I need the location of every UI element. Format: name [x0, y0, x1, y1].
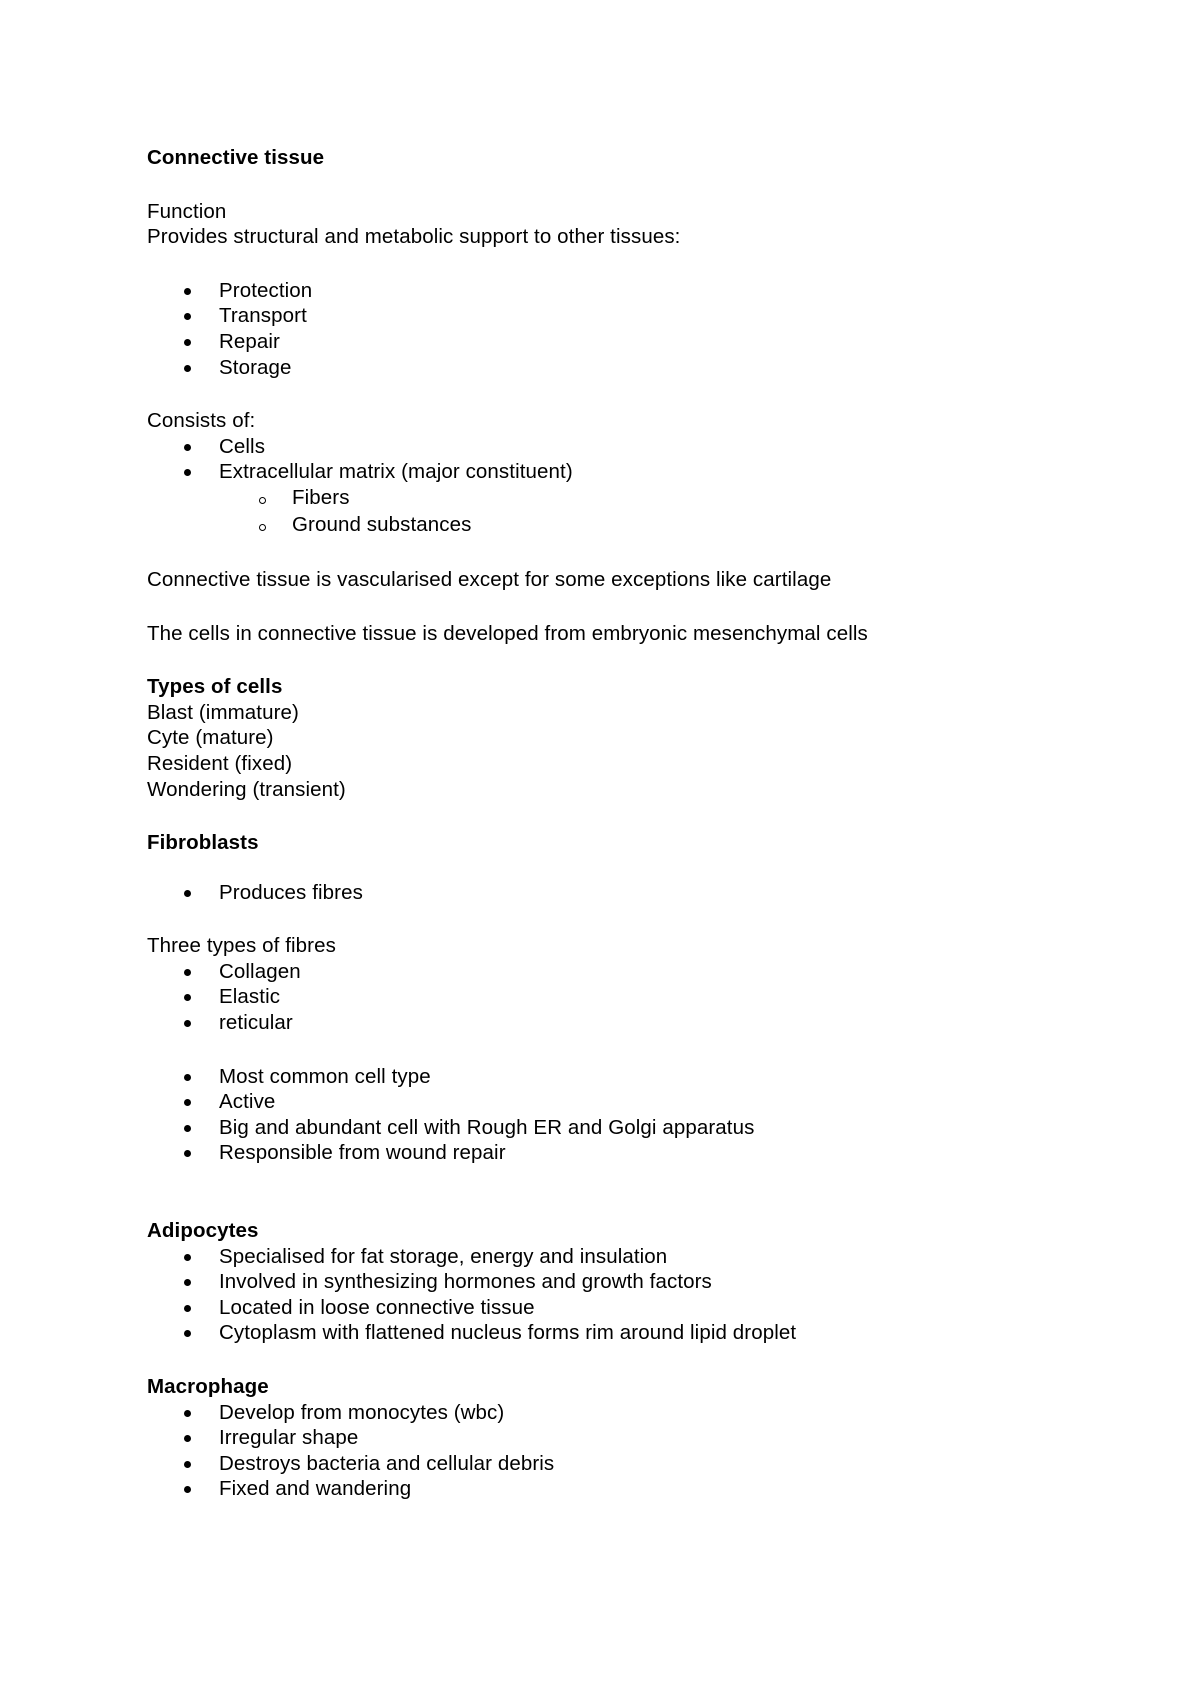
document-title: Connective tissue [147, 146, 325, 169]
bullet-icon [184, 469, 191, 476]
bullet-icon [184, 1461, 191, 1468]
bullet-icon [184, 444, 191, 451]
text-line: Cyte (mature) [147, 726, 274, 750]
list-item: Irregular shape [147, 1425, 1107, 1451]
list-item: Protection [147, 278, 1107, 304]
bullet-icon [184, 1435, 191, 1442]
list-item: Responsible from wound repair [147, 1140, 1107, 1166]
paragraph-vascularisation: Connective tissue is vascularised except for some exceptions like cartilage [147, 567, 832, 591]
sub-list-item: Ground substances [147, 512, 1107, 539]
fibre-types-label: Three types of fibres [147, 934, 336, 958]
fibre-types-list [147, 959, 1107, 1036]
text-line: Wondering (transient) [147, 777, 346, 801]
sub-list-item: Fibers [147, 485, 1107, 512]
list-item: Cytoplasm with flattened nucleus forms rim around lipid droplet [147, 1320, 1107, 1346]
function-list [147, 278, 1107, 380]
list-item: Destroys bacteria and cellular debris [147, 1451, 1107, 1477]
list-item: Develop from monocytes (wbc) [147, 1400, 1107, 1426]
bullet-icon [184, 1305, 191, 1312]
list-item: Elastic [147, 984, 1107, 1010]
list-item: reticular [147, 1010, 1107, 1036]
fibroblast-properties-list [147, 1064, 1107, 1166]
text-line: Blast (immature) [147, 700, 299, 724]
document-body [147, 145, 1107, 1502]
list-item: Located in loose connective tissue [147, 1295, 1107, 1321]
list-item: Extracellular matrix (major constituent) [147, 459, 1107, 485]
bullet-icon [184, 1020, 191, 1027]
bullet-icon [184, 1486, 191, 1493]
bullet-icon [184, 1330, 191, 1337]
circle-bullet-icon [259, 524, 266, 531]
fibroblasts-heading: Fibroblasts [147, 831, 259, 855]
consists-list [147, 434, 1107, 485]
list-item: Most common cell type [147, 1064, 1107, 1090]
function-label: Function [147, 199, 227, 223]
list-item: Produces fibres [147, 880, 1107, 906]
bullet-icon [184, 969, 191, 976]
function-description: Provides structural and metabolic support to other tissues: [147, 225, 681, 249]
bullet-icon [184, 1410, 191, 1417]
adipocytes-heading: Adipocytes [147, 1219, 259, 1243]
bullet-icon [184, 994, 191, 1001]
paragraph-mesenchymal: The cells in connective tissue is developed from embryonic mesenchymal cells [147, 621, 868, 645]
matrix-sublist [147, 485, 1107, 539]
types-of-cells-heading: Types of cells [147, 675, 283, 699]
list-item: Transport [147, 303, 1107, 329]
fibroblasts-list [147, 880, 1107, 906]
bullet-icon [184, 1074, 191, 1081]
list-item: Involved in synthesizing hormones and growth factors [147, 1269, 1107, 1295]
list-item: Cells [147, 434, 1107, 460]
bullet-icon [184, 339, 191, 346]
list-item: Storage [147, 355, 1107, 381]
adipocytes-list [147, 1244, 1107, 1346]
bullet-icon [184, 313, 191, 320]
text-line: Resident (fixed) [147, 751, 293, 775]
list-item: Fixed and wandering [147, 1476, 1107, 1502]
circle-bullet-icon [259, 497, 266, 504]
bullet-icon [184, 1150, 191, 1157]
list-item: Repair [147, 329, 1107, 355]
bullet-icon [184, 1099, 191, 1106]
bullet-icon [184, 1125, 191, 1132]
list-item: Active [147, 1089, 1107, 1115]
bullet-icon [184, 1254, 191, 1261]
macrophage-heading: Macrophage [147, 1375, 269, 1398]
list-item: Collagen [147, 959, 1107, 985]
bullet-icon [184, 1279, 191, 1286]
bullet-icon [184, 365, 191, 372]
list-item: Specialised for fat storage, energy and insulation [147, 1244, 1107, 1270]
list-item: Big and abundant cell with Rough ER and Golgi apparatus [147, 1115, 1107, 1141]
macrophage-list [147, 1400, 1107, 1502]
bullet-icon [184, 890, 191, 897]
consists-label: Consists of: [147, 409, 256, 433]
bullet-icon [184, 288, 191, 295]
